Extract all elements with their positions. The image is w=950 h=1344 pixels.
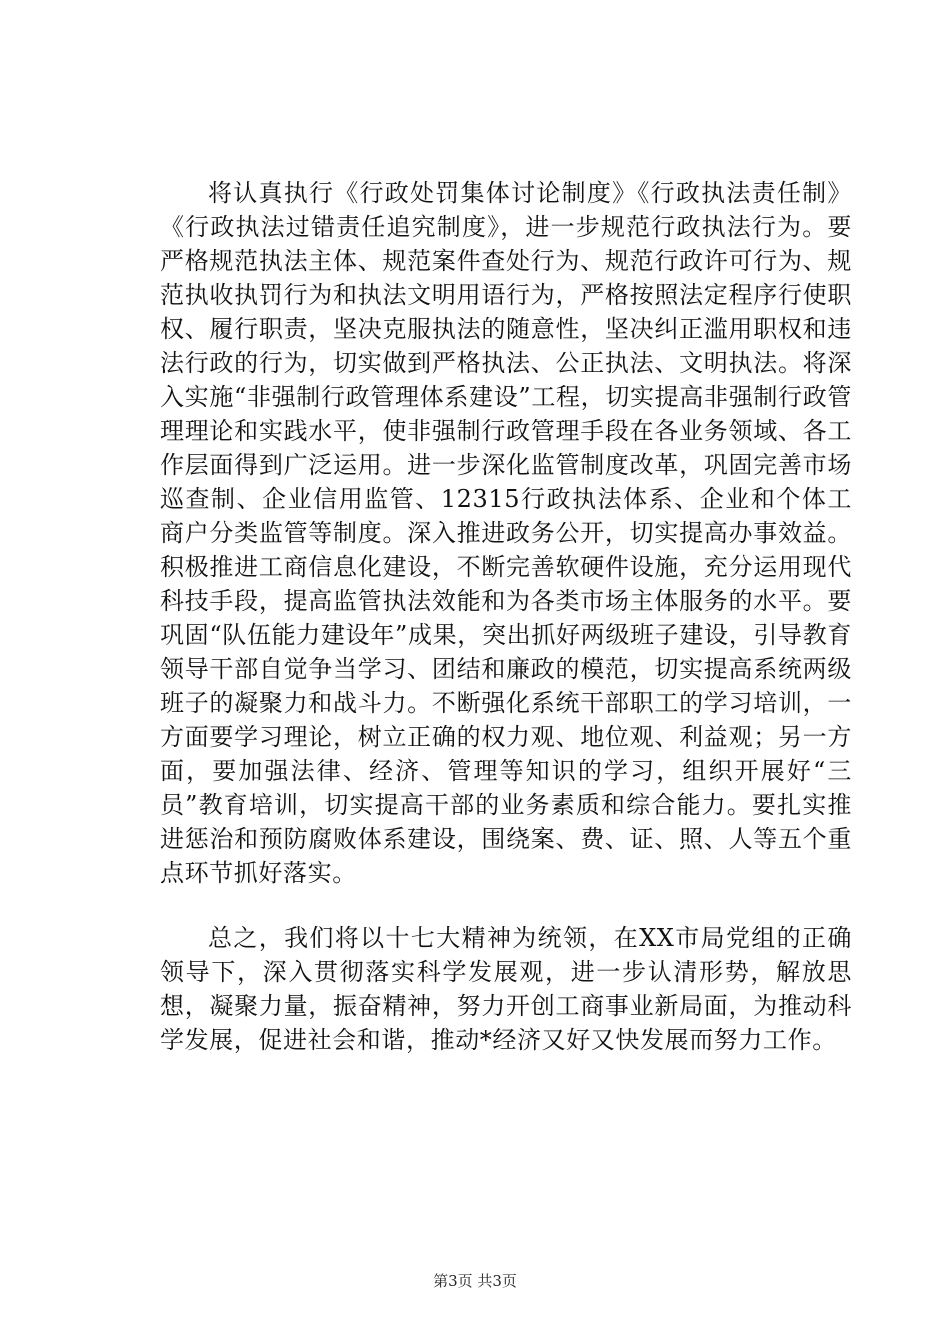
body-paragraph: 总之，我们将以十七大精神为统领，在XX市局党组的正确领导下，深入贯彻落实科学发展观，进一步认清形势，解放思想，凝聚力量，振奋精神，努力开创工商事业新局面，为推动科学发展，促进社会和谐，推动*经济又好又快发展而努力工作。 [160,924,852,1054]
body-paragraph: 将认真执行《行政处罚集体讨论制度》《行政执法责任制》《行政执法过错责任追究制度》，进一步规范行政执法行为。要严格规范执法主体、规范案件查处行为、规范行政许可行为、规范执收执罚行为和执法文明用语行为，严格按照法定程序行使职权、履行职责，坚决克服执法的随意性，坚决纠正滥用职权和违法行政的行为，切实做到严格执法、公正执法、文明执法。将深入实施“非强制行政管理体系建设”工程，切实提高非强制行政管理理论和实践水平，使非强制行政管理手段在各业务领域、各工作层面得到广泛运用。进一步深化监管制度改革，巩固完善市场巡查制、企业信用监管、12315行政执法体系、企业和个体工商户分类监管等制度。深入推进政务公开，切实提高办事效益。积极推进工商信息化建设，不断完善软硬件设施，充分运用现代科技手段，提高监管执法效能和为各类市场主体服务的水平。要巩固“队伍能力建设年”成果，突出抓好两级班子建设，引导教育领导干部自觉争当学习、团结和廉政的模范，切实提高系统两级班子的凝聚力和战斗力。不断强化系统干部职工的学习培训，一方面要学习理论，树立正确的权力观、地位观、利益观；另一方面，要加强法律、经济、管理等知识的学习，组织开展好“三员”教育培训，切实提高干部的业务素质和综合能力。要扎实推进惩治和预防腐败体系建设，围绕案、费、证、照、人等五个重点环节抓好落实。 [160,179,852,887]
document-body [160,176,852,1057]
page-number-footer: 第3页 共3页 [433,1272,517,1290]
